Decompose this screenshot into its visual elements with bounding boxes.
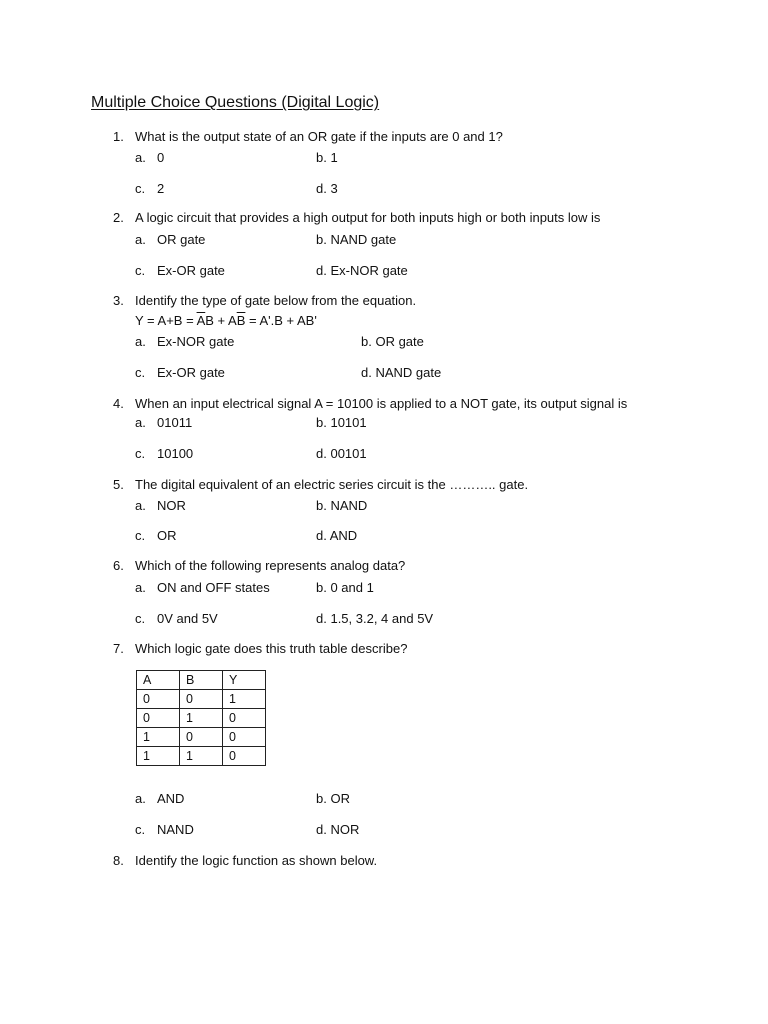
truth-table-row [137,747,266,766]
option-label: a. [135,498,146,513]
option-text: Ex-NOR gate [330,263,408,278]
truth-table-cell: 1 [137,747,180,766]
truth-table-cell: 0 [223,728,266,747]
option-text: Ex-NOR gate [157,334,235,349]
option-label: d. [361,365,372,380]
truth-table-header-row [137,671,266,690]
option-label: c. [135,446,146,461]
truth-table-row [137,709,266,728]
truth-table-header: B [180,671,223,690]
option-b [316,498,367,514]
truth-table [136,670,266,766]
option-text: AND [157,791,185,806]
option-d [316,822,359,838]
option-text: OR [157,528,177,543]
option-text: OR [330,791,350,806]
question-number: 6. [113,558,124,573]
question-text: Which of the following represents analog data? [135,558,406,573]
option-a [135,415,192,431]
question-number: 1. [113,129,124,144]
option-a [135,791,184,807]
option-label: d. [316,181,327,196]
truth-table-cell: 1 [180,747,223,766]
option-b [361,334,424,350]
option-text: NOR [330,822,360,837]
question-text: Which logic gate does this truth table describe? [135,641,408,656]
option-text: Ex-OR gate [157,365,225,380]
option-label: c. [135,528,146,543]
option-label: d. [316,611,327,626]
option-d [316,528,357,544]
option-label: d. [316,822,327,837]
truth-table-row [137,728,266,747]
boolean-equation: $Y = A+B = \overline{A}B + A\overline{B} = A'.B + AB'$ [135,313,317,328]
option-label: a. [135,580,146,595]
truth-table-cell: 0 [223,747,266,766]
question-text: When an input electrical signal A = 10100 is applied to a NOT gate, its output signal is [135,396,628,411]
question-text: A logic circuit that provides a high output for both inputs high or both inputs low is [135,210,601,225]
option-a [135,498,186,514]
option-text: NOR [157,498,186,513]
option-text: 10100 [157,446,194,461]
option-a [135,232,205,248]
option-text: 0 and 1 [330,580,374,595]
option-b [316,580,374,596]
truth-table-cell: 1 [180,709,223,728]
question-number: 2. [113,210,124,225]
option-text: 01011 [157,415,193,430]
option-label: c. [135,263,146,278]
question-number: 7. [113,641,124,656]
option-c [135,611,218,627]
option-text: NAND [157,822,194,837]
option-label: b. [361,334,372,349]
option-c [135,822,194,838]
question-number: 5. [113,477,124,492]
option-label: c. [135,181,146,196]
option-label: d. [316,528,327,543]
truth-table-cell: 0 [180,728,223,747]
truth-table-cell: 0 [180,690,223,709]
option-a [135,334,234,350]
option-text: OR gate [157,232,206,247]
option-label: b. [316,498,327,513]
option-c [135,528,177,544]
option-b [316,232,396,248]
option-label: a. [135,232,146,247]
option-d [316,611,433,627]
option-a [135,150,164,166]
option-label: b. [316,415,327,430]
option-c [135,181,164,197]
option-text: 1.5, 3.2, 4 and 5V [330,611,434,626]
option-text: ON and OFF states [157,580,270,595]
question-text: Identify the type of gate below from the equation. [135,293,417,308]
question-text: What is the output state of an OR gate if the inputs are 0 and 1? [135,129,503,144]
truth-table-cell: 0 [137,690,180,709]
option-text: NAND gate [375,365,442,380]
option-label: b. [316,580,327,595]
option-label: c. [135,822,146,837]
option-c [135,263,225,279]
option-d [316,181,338,197]
option-text: 10101 [330,415,367,430]
option-label: b. [316,232,327,247]
truth-table-cell: 1 [223,690,266,709]
option-text: AND [329,528,358,543]
option-label: a. [135,334,146,349]
option-text: 0 [157,150,165,165]
question-text: The digital equivalent of an electric series circuit is the ……….. gate. [135,477,529,492]
question-number: 4. [113,396,124,411]
option-b [316,150,338,166]
option-c [135,446,193,462]
option-text: 00101 [330,446,367,461]
option-label: c. [135,611,146,626]
document-title: Multiple Choice Questions (Digital Logic) [91,94,380,111]
truth-table-cell: 0 [223,709,266,728]
option-text: 0V and 5V [157,611,218,626]
option-label: a. [135,791,146,806]
option-d [361,365,441,381]
question-number: 8. [113,853,124,868]
option-c [135,365,225,381]
option-b [316,791,350,807]
question-text: Identify the logic function as shown below. [135,853,378,868]
option-d [316,263,408,279]
question-number: 3. [113,293,124,308]
truth-table-header: Y [223,671,266,690]
option-label: b. [316,791,327,806]
option-text: NAND gate [330,232,397,247]
option-text: Ex-OR gate [157,263,225,278]
option-label: a. [135,415,146,430]
option-label: b. [316,150,327,165]
truth-table-cell: 1 [137,728,180,747]
truth-table-header: A [137,671,180,690]
option-b [316,415,367,431]
option-text: NAND [330,498,368,513]
option-label: d. [316,263,327,278]
truth-table-row [137,690,266,709]
option-a [135,580,270,596]
option-text: 1 [330,150,338,165]
option-label: c. [135,365,146,380]
option-label: a. [135,150,146,165]
option-text: OR gate [375,334,424,349]
option-text: 3 [330,181,338,196]
option-label: d. [316,446,327,461]
truth-table-cell: 0 [137,709,180,728]
option-d [316,446,367,462]
option-text: 2 [157,181,165,196]
